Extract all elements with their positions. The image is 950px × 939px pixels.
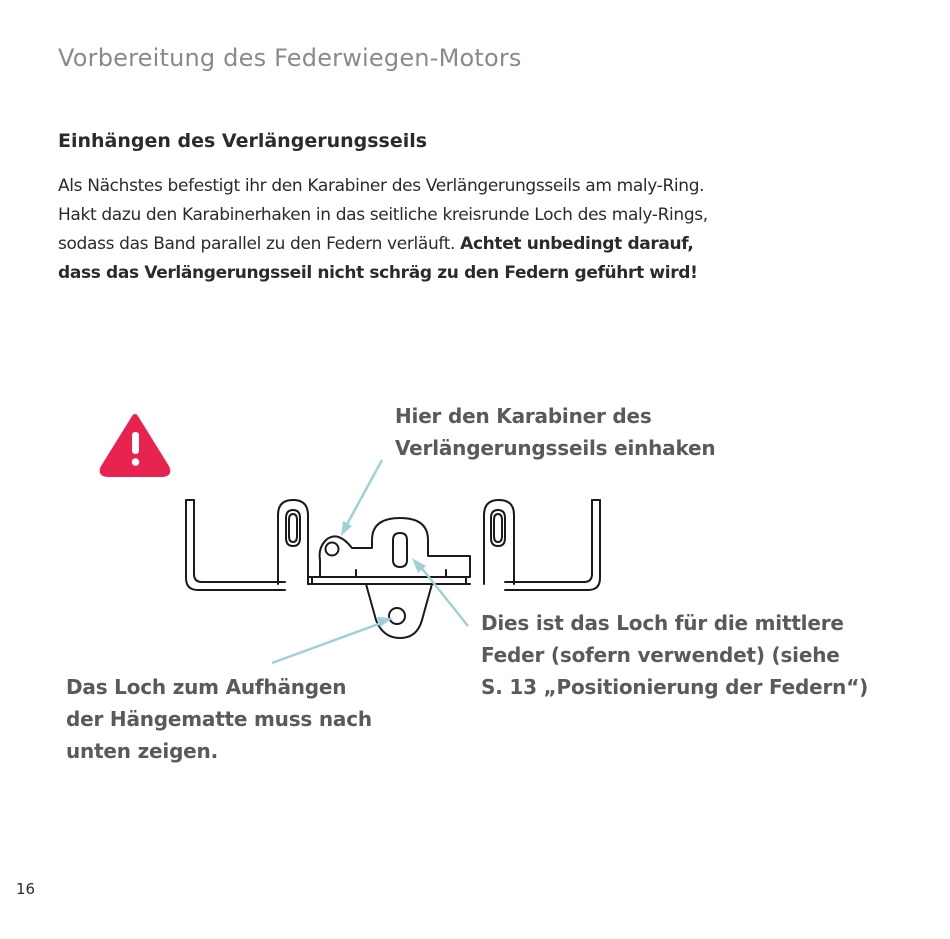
callout-line: Dies ist das Loch für die mittlere [481,611,844,635]
page-number: 16 [16,880,36,898]
callout-arrows [272,460,468,663]
callout-carabiner-hook [395,400,715,464]
callout-line: unten zeigen. [66,739,218,763]
paragraph-text: sodass das Band parallel zu den Federn verläuft. [58,234,461,254]
callout-line: der Hängematte muss nach [66,707,372,731]
page-header-title: Vorbereitung des Federwiegen-Motors [58,44,522,72]
callout-line: Das Loch zum Aufhängen [66,675,347,699]
paragraph-line: Als Nächstes befestigt ihr den Karabiner des Verlängerungsseils am maly-Ring. [58,176,705,196]
callout-line: S. 13 „Positionierung der Federn“) [481,675,869,699]
callout-line: Feder (sofern verwendet) (siehe [481,643,840,667]
warning-triangle-icon [103,417,168,474]
callout-center-spring-hole [481,607,868,703]
paragraph-warning-text: Achtet unbedingt darauf, [460,234,694,254]
callout-line: Verlängerungsseils einhaken [395,436,716,460]
paragraph-warning-text: dass das Verlängerungsseil nicht schräg zu den Federn geführt wird! [58,263,698,283]
callout-hammock-hole [66,671,372,767]
paragraph-line: Hakt dazu den Karabinerhaken in das seitliche kreisrunde Loch des maly-Rings, [58,205,708,225]
callout-line: Hier den Karabiner des [395,404,652,428]
section-heading: Einhängen des Verlängerungsseils [58,130,428,152]
